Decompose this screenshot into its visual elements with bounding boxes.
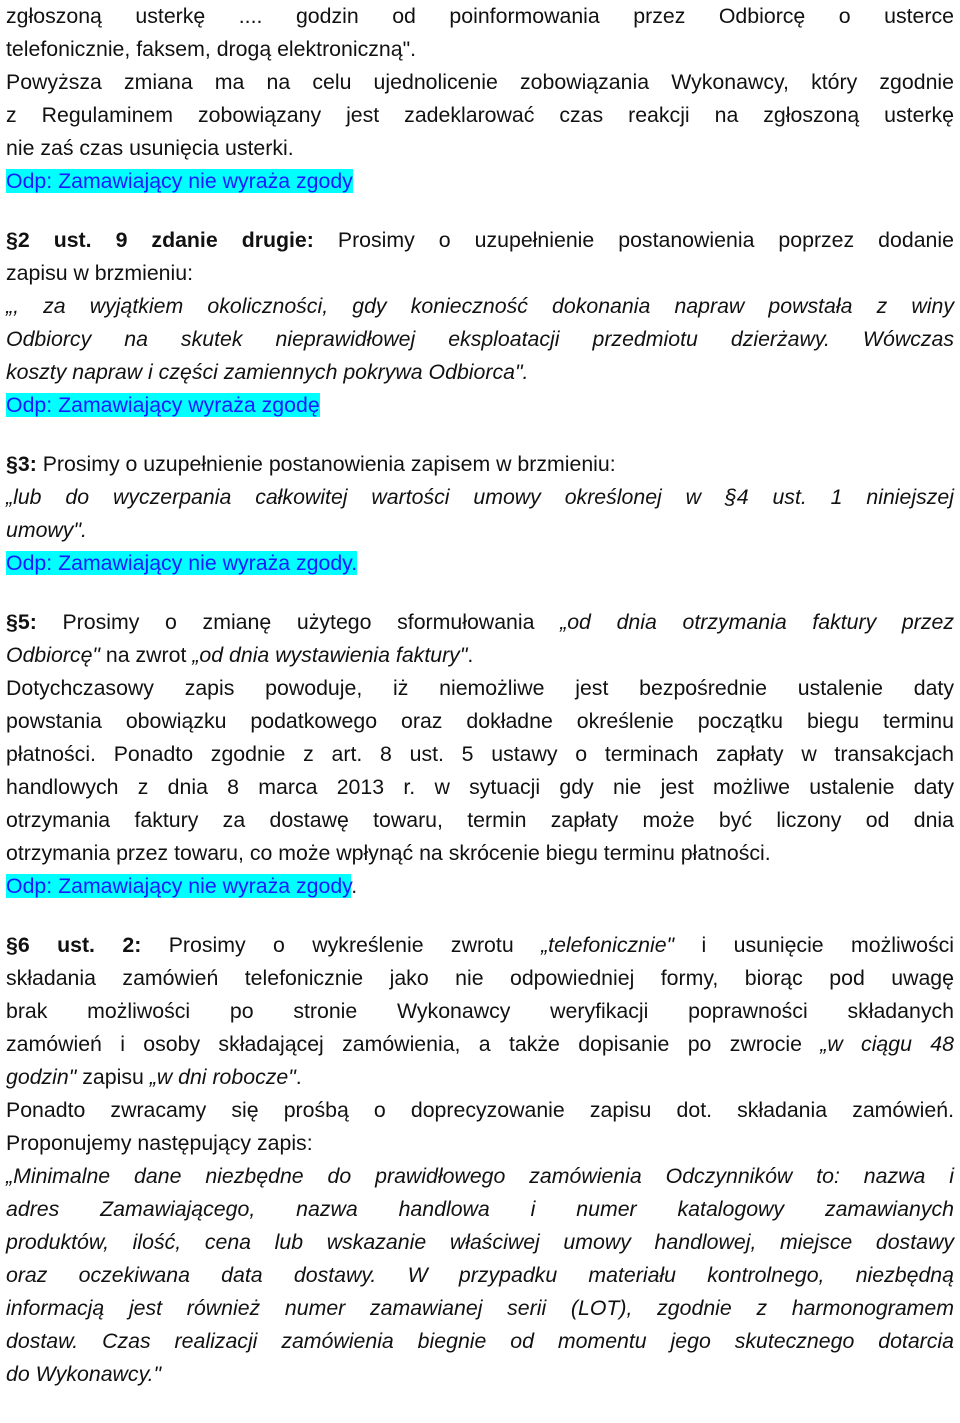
section-heading-line bbox=[6, 448, 954, 481]
quoted-line: „Minimalne dane niezbędne do prawidłowego zamówienia Odczynników to: nazwa i bbox=[6, 1164, 954, 1188]
text-line: Proponujemy następujący zapis: bbox=[6, 1131, 313, 1155]
section-label: 6 ust. 2: bbox=[17, 933, 142, 957]
section-text: Prosimy o wykreślenie zwrotu bbox=[141, 933, 542, 957]
text-span: . bbox=[351, 874, 358, 898]
answer-highlight: Odp: Zamawiający nie wyraża zgody bbox=[6, 874, 352, 898]
section-text: Prosimy o uzupełnienie postanowienia zapisem w brzmieniu: bbox=[36, 452, 616, 476]
section-label: 2 ust. 9 zdanie drugie: bbox=[17, 228, 314, 252]
paragraph-gap bbox=[6, 198, 954, 224]
section-sign: § bbox=[6, 228, 18, 252]
text-line: brak możliwości po stronie Wykonawcy weryfikacji poprawności składanych bbox=[6, 999, 954, 1023]
answer-line bbox=[6, 547, 954, 580]
section-heading-line bbox=[6, 224, 954, 257]
text-line: z Regulaminem zobowiązany jest zadeklarować czas reakcji na zgłoszoną usterkę bbox=[6, 103, 954, 127]
text-line: zgłoszoną usterkę .... godzin od poinformowania przez Odbiorcę o usterce bbox=[6, 4, 954, 28]
quoted-phrase: „w ciągu 48 bbox=[820, 1032, 954, 1056]
text-span: zapisu bbox=[76, 1065, 150, 1089]
quoted-phrase: „telefonicznie" bbox=[541, 933, 675, 957]
section-text: Prosimy o zmianę użytego sformułowania bbox=[36, 610, 561, 634]
quoted-phrase: „w dni robocze" bbox=[149, 1065, 296, 1089]
quoted-line: produktów, ilość, cena lub wskazanie właściwej umowy handlowej, miejsce dostawy bbox=[6, 1230, 954, 1254]
text-line bbox=[6, 1028, 954, 1061]
text-line: składania zamówień telefonicznie jako nie odpowiedniej formy, biorąc pod uwagę bbox=[6, 966, 954, 990]
text-line bbox=[6, 1061, 954, 1094]
section-heading-line bbox=[6, 606, 954, 639]
quoted-line: adres Zamawiającego, nazwa handlowa i numer katalogowy zamawianych bbox=[6, 1197, 954, 1221]
answer-line bbox=[6, 870, 954, 903]
text-span: zamówień i osoby składającej zamówienia, a także dopisanie po zwrocie bbox=[6, 1032, 821, 1056]
quoted-phrase: Odbiorcę" bbox=[6, 643, 100, 667]
text-line: Powyższa zmiana ma na celu ujednolicenie zobowiązania Wykonawcy, który zgodnie bbox=[6, 70, 954, 94]
section-text: Prosimy o uzupełnienie postanowienia poprzez dodanie bbox=[313, 228, 954, 252]
text-line: płatności. Ponadto zgodnie z art. 8 ust. 5 ustawy o terminach zapłaty w transakcjach bbox=[6, 742, 954, 766]
quoted-phrase: godzin" bbox=[6, 1065, 77, 1089]
text-line: powstania obowiązku podatkowego oraz dokładne określenie początku biegu terminu bbox=[6, 709, 954, 733]
text-line bbox=[6, 639, 954, 672]
answer-line bbox=[6, 165, 954, 198]
quoted-line: Odbiorcy na skutek nieprawidłowej eksploatacji przedmiotu dzierżawy. Wówczas bbox=[6, 327, 954, 351]
text-line: otrzymania faktury za dostawę towaru, termin zapłaty może być liczony od dnia bbox=[6, 808, 954, 832]
section-sign: § bbox=[6, 610, 18, 634]
answer-highlight: Odp: Zamawiający nie wyraża zgody bbox=[6, 169, 353, 193]
quoted-line: informacją jest również numer zamawianej serii (LOT), zgodnie z harmonogramem bbox=[6, 1296, 954, 1320]
quoted-line: dostaw. Czas realizacji zamówienia biegnie od momentu jego skutecznego dotarcia bbox=[6, 1329, 954, 1353]
text-line: telefonicznie, faksem, drogą elektroniczną". bbox=[6, 37, 417, 61]
quoted-line: „, za wyjątkiem okoliczności, gdy konieczność dokonania napraw powstała z winy bbox=[6, 294, 954, 318]
section-label: 3: bbox=[17, 452, 37, 476]
answer-highlight: Odp: Zamawiający nie wyraża zgody. bbox=[6, 551, 358, 575]
section-text: i usunięcie możliwości bbox=[674, 933, 954, 957]
quoted-line: oraz oczekiwana data dostawy. W przypadku materiału kontrolnego, niezbędną bbox=[6, 1263, 954, 1287]
quoted-line: do Wykonawcy." bbox=[6, 1362, 162, 1386]
text-line: otrzymania przez towaru, co może wpłynąć na skrócenie biegu terminu płatności. bbox=[6, 841, 771, 865]
text-line: handlowych z dnia 8 marca 2013 r. w sytuacji gdy nie jest możliwe ustalenie daty bbox=[6, 775, 954, 799]
answer-line bbox=[6, 389, 954, 422]
quoted-phrase: „od dnia otrzymania faktury przez bbox=[560, 610, 954, 634]
text-span: . bbox=[467, 643, 474, 667]
section-sign: § bbox=[6, 933, 18, 957]
answer-highlight: Odp: Zamawiający wyraża zgodę bbox=[6, 393, 320, 417]
paragraph-gap bbox=[6, 580, 954, 606]
section-sign: § bbox=[6, 452, 18, 476]
quoted-line: umowy". bbox=[6, 518, 87, 542]
section-label: 5: bbox=[17, 610, 37, 634]
text-line: zapisu w brzmieniu: bbox=[6, 261, 194, 285]
text-line: Dotychczasowy zapis powoduje, iż niemożliwe jest bezpośrednie ustalenie daty bbox=[6, 676, 954, 700]
text-line: nie zaś czas usunięcia usterki. bbox=[6, 136, 294, 160]
quoted-line: „lub do wyczerpania całkowitej wartości umowy określonej w §4 ust. 1 niniejszej bbox=[6, 485, 954, 509]
paragraph-gap bbox=[6, 422, 954, 448]
section-heading-line bbox=[6, 929, 954, 962]
quoted-line: koszty napraw i części zamiennych pokrywa Odbiorca". bbox=[6, 360, 529, 384]
paragraph-gap bbox=[6, 903, 954, 929]
text-line: Ponadto zwracamy się prośbą o doprecyzowanie zapisu dot. składania zamówień. bbox=[6, 1098, 954, 1122]
text-span: . bbox=[295, 1065, 302, 1089]
text-span: na zwrot bbox=[99, 643, 193, 667]
quoted-phrase: „od dnia wystawienia faktury" bbox=[192, 643, 468, 667]
